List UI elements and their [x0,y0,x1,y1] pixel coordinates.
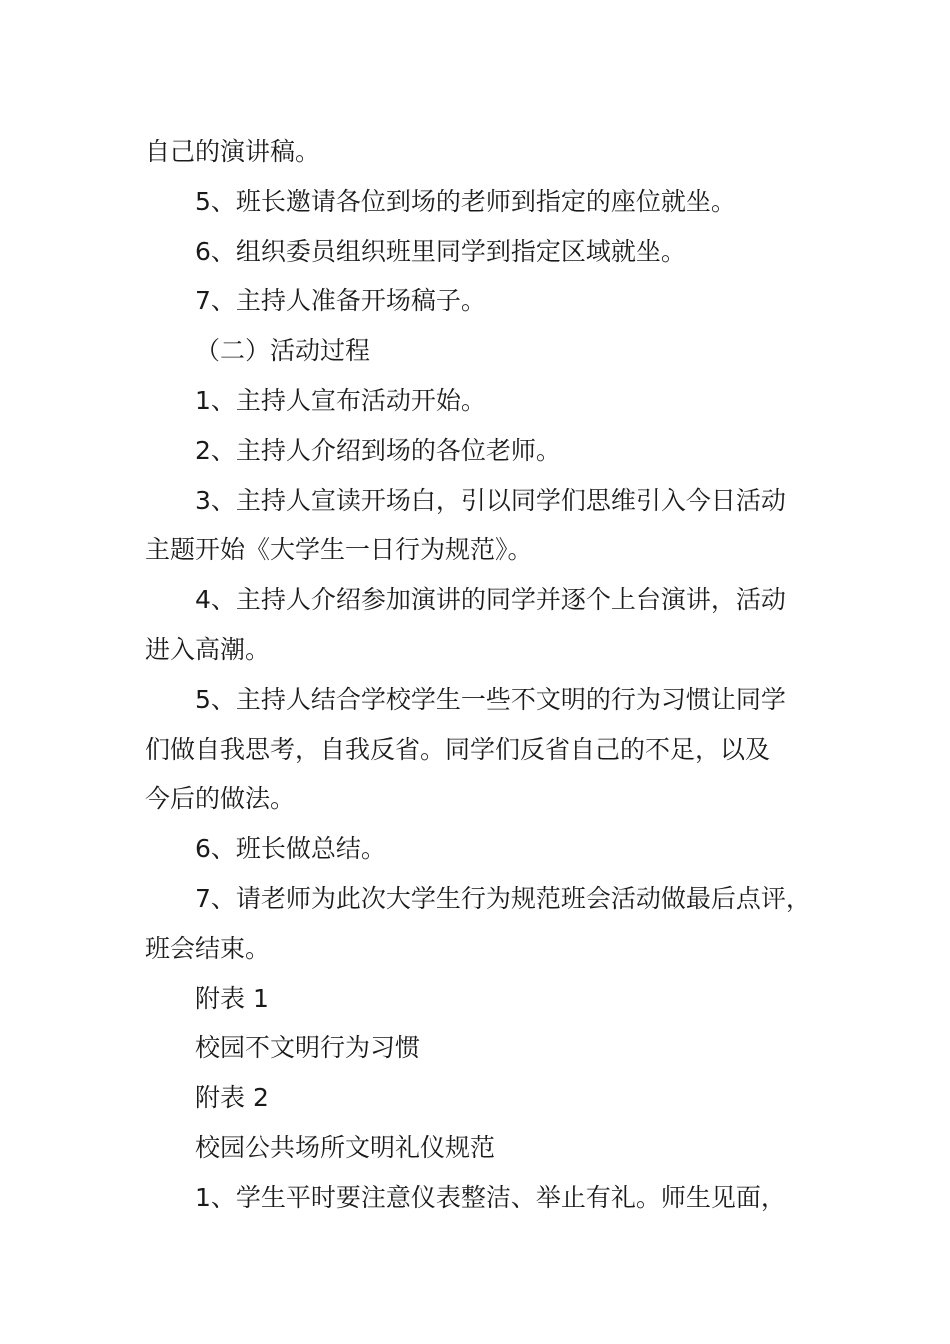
section-heading-activity-process: （二）活动过程 [195,336,371,366]
text-line-11: 进入高潮。 [145,634,271,664]
text-line-2: 5、班长邀请各位到场的老师到指定的座位就坐。 [195,186,736,216]
appendix-1-title: 校园不文明行为习惯 [195,1033,421,1063]
appendix-2-title: 校园公共场所文明礼仪规范 [195,1132,496,1162]
text-line-7: 2、主持人介绍到场的各位老师。 [195,435,561,465]
appendix-1-label: 附表 1 [195,983,269,1013]
appendix-2-label: 附表 2 [195,1083,269,1113]
text-line-8: 3、主持人宣读开场白，引以同学们思维引入今日活动 [195,485,786,515]
text-line-13: 们做自我思考，自我反省。同学们反省自己的不足，以及 [145,734,771,764]
text-line-1: 自己的演讲稿。 [145,137,321,166]
text-line-10: 4、主持人介绍参加演讲的同学并逐个上台演讲，活动 [195,585,786,615]
text-line-16: 7、请老师为此次大学生行为规范班会活动做最后点评， [195,883,811,913]
text-line-14: 今后的做法。 [145,784,296,814]
text-line-4: 7、主持人准备开场稿子。 [195,286,486,316]
text-line-6: 1、主持人宣布活动开始。 [195,385,486,415]
document-body [145,127,835,1223]
text-line-15: 6、班长做总结。 [195,834,386,864]
text-line-17: 班会结束。 [145,933,271,963]
text-line-22: 1、学生平时要注意仪表整洁、举止有礼。师生见面， [195,1182,786,1212]
text-line-3: 6、组织委员组织班里同学到指定区域就坐。 [195,236,686,266]
text-line-12: 5、主持人结合学校学生一些不文明的行为习惯让同学 [195,684,786,714]
text-line-9: 主题开始《大学生一日行为规范》。 [145,535,533,565]
